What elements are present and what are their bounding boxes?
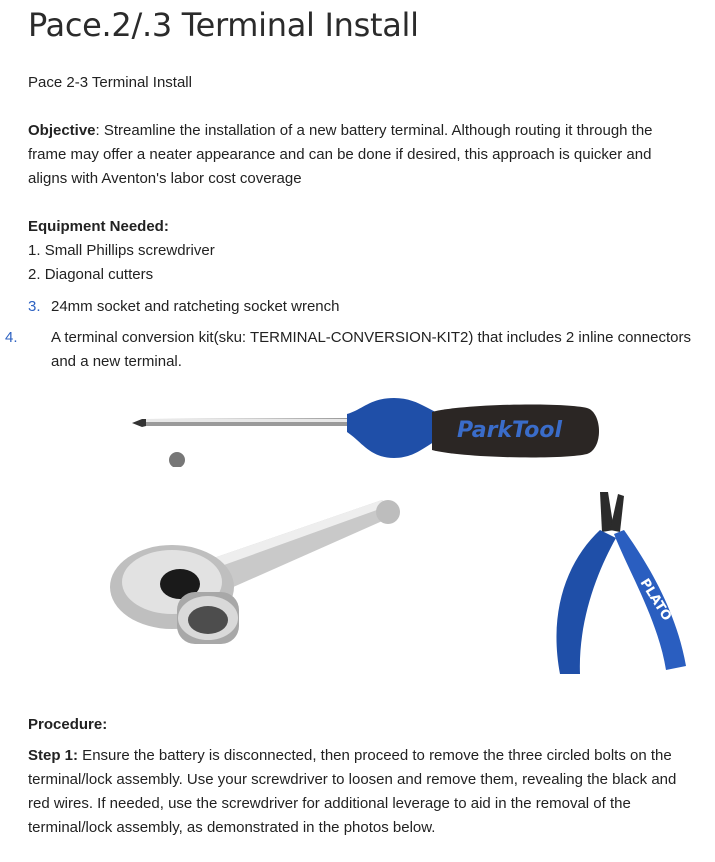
- equipment-item-4: 4. A terminal conversion kit(sku: TERMINAL-CONVERSION-KIT2) that includes 2 inline connectors and a new terminal.: [5, 329, 691, 370]
- cutters-brand: PLATO: [636, 576, 675, 624]
- screwdriver-image: [132, 392, 607, 467]
- equipment-item-1: 1. Small Phillips screwdriver: [28, 242, 215, 259]
- page-title: Pace.2/.3 Terminal Install: [28, 6, 419, 44]
- equipment-item-3: 3. 24mm socket and ratcheting socket wrench: [28, 298, 340, 315]
- equipment-item-2: 2. Diagonal cutters: [28, 266, 154, 283]
- procedure-heading: Procedure:: [28, 716, 108, 733]
- equipment-heading: Equipment Needed:: [28, 218, 169, 235]
- subtitle: Pace 2-3 Terminal Install: [28, 74, 192, 91]
- objective-text: : Streamline the installation of a new battery terminal. Although routing it through the frame may offer a neater appearance and can be done if desired, this approach is quicker and aligns with Aventon's labor cost coverage: [28, 122, 653, 187]
- step-1-text: Ensure the battery is disconnected, then proceed to remove the three circled bolts on the terminal/lock assembly. Use your screwdriver to loosen and remove them, revealing the black and red wires. If needed, use the screwdriver for additional leverage to aid in the removal of the terminal/lock assembly, as demonstrated in the photos below.: [28, 747, 677, 836]
- diagonal-cutters-image: [528, 490, 688, 680]
- procedure-step-1: [28, 744, 693, 840]
- objective-label: Objective: [28, 122, 96, 139]
- screwdriver-brand: ParkTool: [457, 418, 562, 443]
- objective-paragraph: [28, 119, 693, 191]
- ratchet-wrench-image: [102, 492, 402, 662]
- step-1-label: Step 1:: [28, 747, 79, 764]
